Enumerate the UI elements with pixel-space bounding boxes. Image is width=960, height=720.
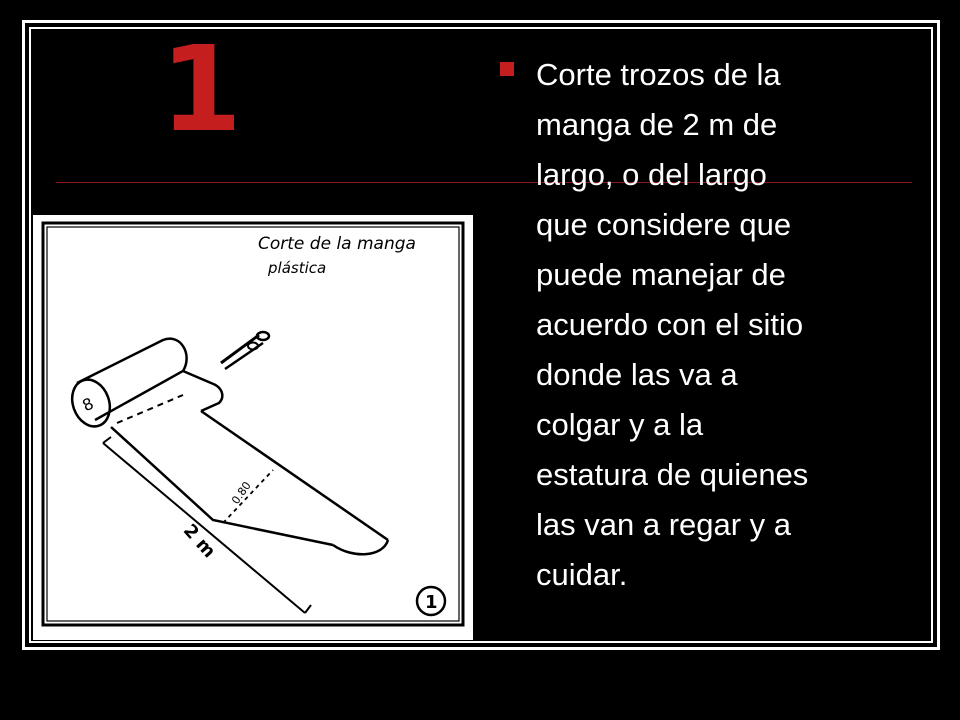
drawing-caption-line1: Corte de la manga: [258, 234, 416, 254]
roll-label: 8: [79, 393, 97, 416]
bullet-line: donde las va a: [536, 357, 738, 392]
bullet-line: Corte trozos de la: [536, 57, 781, 92]
drawing-border-inner: [47, 227, 459, 621]
bullet-line: colgar y a la: [536, 407, 704, 442]
width-label: 0.80: [229, 479, 254, 507]
drawing-border: [43, 223, 463, 625]
length-label: 2 m: [178, 520, 220, 563]
bullet-line: estatura de quienes: [536, 457, 809, 492]
bullet-line: que considere que: [536, 207, 792, 242]
bullet-line: largo, o del largo: [536, 157, 767, 192]
bullet-line: cuidar.: [536, 557, 628, 592]
bullet-line: manga de 2 m de: [536, 107, 778, 142]
hand-drawn-illustration: [33, 215, 473, 640]
plastic-sleeve-drawing: [33, 215, 473, 640]
bullet-line: puede manejar de: [536, 257, 786, 292]
step-number: 1: [425, 592, 438, 613]
plastic-roll-drawing: [66, 339, 388, 613]
slide-number: 1: [160, 20, 239, 158]
bullet-line: las van a regar y a: [536, 507, 792, 542]
bullet-item: [496, 50, 906, 600]
scissors-icon: [221, 332, 269, 369]
drawing-caption-line2: plástica: [268, 259, 327, 277]
bullet-list: [496, 50, 906, 600]
bullet-line: acuerdo con el sitio: [536, 307, 804, 342]
bullet-square-icon: [500, 62, 514, 76]
